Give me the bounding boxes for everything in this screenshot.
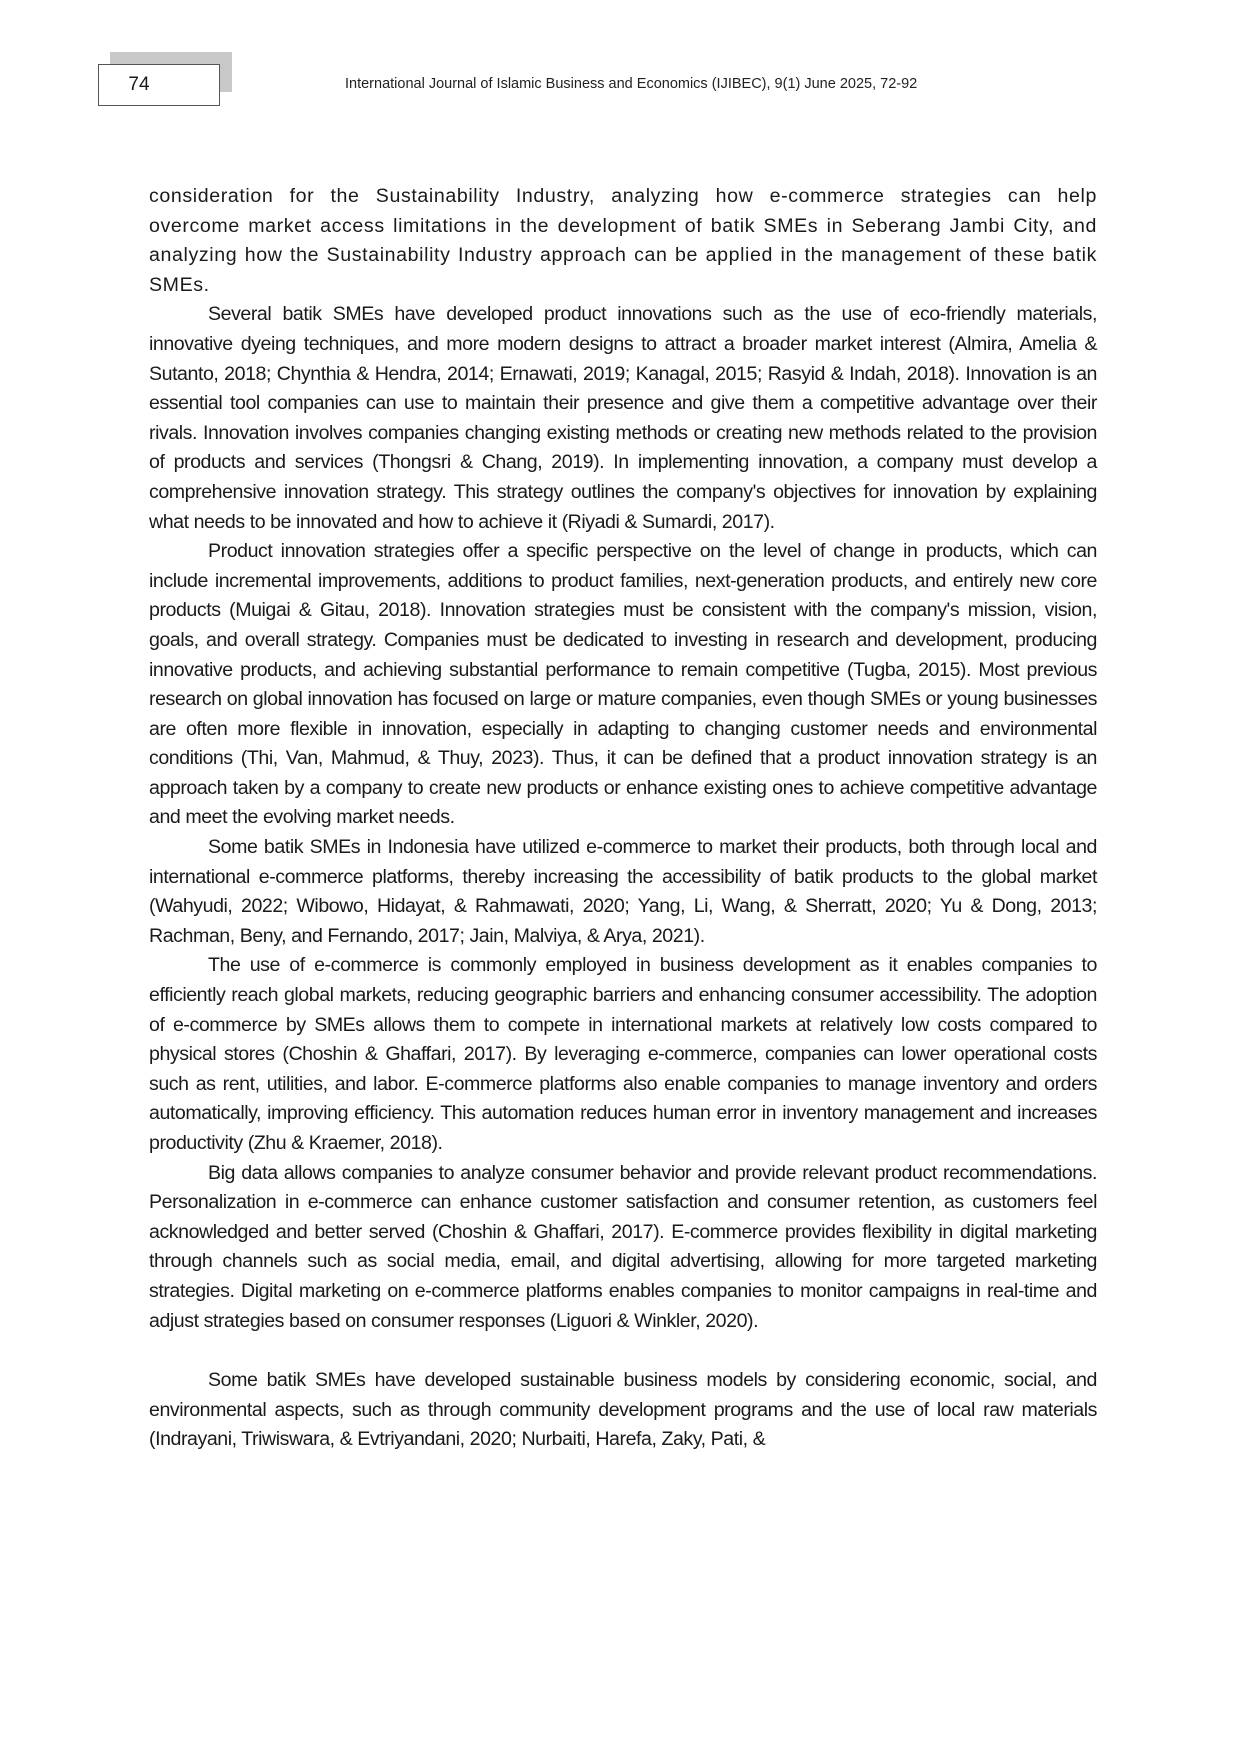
- paragraph: Several batik SMEs have developed product innovations such as the use of eco-friendly materials, innovative dyeing techniques, and more modern designs to attract a broader market interest (Almira, Amelia & Sutanto, 2018; Chynthia & Hendra, 2014; Ernawati, 2019; Kanagal, 2015; Rasyid & Indah, 2018). Innovation is an essential tool companies can use to maintain their presence and give them a competitive advantage over their rivals. Innovation involves companies changing existing methods or creating new methods related to the provision of products and services (Thongsri & Chang, 2019). In implementing innovation, a company must develop a comprehensive innovation strategy. This strategy outlines the company's objectives for innovation by explaining what needs to be innovated and how to achieve it (Riyadi & Sumardi, 2017).: [149, 303, 1097, 533]
- paragraph-continuation: consideration for the Sustainability Industry, analyzing how e-commerce strategies can help overcome market access limitations in the development of batik SMEs in Seberang Jambi City, and analyzing how the Sustainability Industry approach can be applied in the management of these batik SMEs.: [149, 185, 1097, 296]
- paragraph: Some batik SMEs in Indonesia have utilized e-commerce to market their products, both through local and international e-commerce platforms, thereby increasing the accessibility of batik products to the global market (Wahyudi, 2022; Wibowo, Hidayat, & Rahmawati, 2020; Yang, Li, Wang, & Sherratt, 2020; Yu & Dong, 2013; Rachman, Beny, and Fernando, 2017; Jain, Malviya, & Arya, 2021).: [149, 836, 1097, 947]
- paragraph: Some batik SMEs have developed sustainable business models by considering economic, social, and environmental aspects, such as through community development programs and the use of local raw materials (Indrayani, Triwiswara, & Evtriyandani, 2020; Nurbaiti, Harefa, Zaky, Pati, &: [149, 1369, 1097, 1451]
- paragraph: The use of e-commerce is commonly employed in business development as it enables companies to efficiently reach global markets, reducing geographic barriers and enhancing consumer accessibility. The adoption of e-commerce by SMEs allows them to compete in international markets at relatively low costs compared to physical stores (Choshin & Ghaffari, 2017). By leveraging e-commerce, companies can lower operational costs such as rent, utilities, and labor. E-commerce platforms also enable companies to manage inventory and orders automatically, improving efficiency. This automation reduces human error in inventory management and increases productivity (Zhu & Kraemer, 2018).: [149, 954, 1097, 1154]
- body-text: [149, 182, 1097, 1455]
- paragraph: Big data allows companies to analyze consumer behavior and provide relevant product recommendations. Personalization in e-commerce can enhance customer satisfaction and consumer retention, as customers feel acknowledged and better served (Choshin & Ghaffari, 2017). E-commerce provides flexibility in digital marketing through channels such as social media, email, and digital advertising, allowing for more targeted marketing strategies. Digital marketing on e-commerce platforms enables companies to monitor campaigns in real-time and adjust strategies based on consumer responses (Liguori & Winkler, 2020).: [149, 1161, 1097, 1332]
- paragraph: Product innovation strategies offer a specific perspective on the level of change in products, which can include incremental improvements, additions to product families, next-generation products, and entirely new core products (Muigai & Gitau, 2018). Innovation strategies must be consistent with the company's mission, vision, goals, and overall strategy. Companies must be dedicated to investing in research and development, producing innovative products, and achieving substantial performance to remain competitive (Tugba, 2015). Most previous research on global innovation has focused on large or mature companies, even though SMEs or young businesses are often more flexible in innovation, especially in adapting to changing customer needs and environmental conditions (Thi, Van, Mahmud, & Thuy, 2023). Thus, it can be defined that a product innovation strategy is an approach taken by a company to create new products or enhance existing ones to achieve competitive advantage and meet the evolving market needs.: [149, 540, 1097, 829]
- running-header: International Journal of Islamic Business and Economics (IJIBEC), 9(1) June 2025, 72-92: [345, 76, 918, 92]
- page-number: 74: [98, 64, 220, 106]
